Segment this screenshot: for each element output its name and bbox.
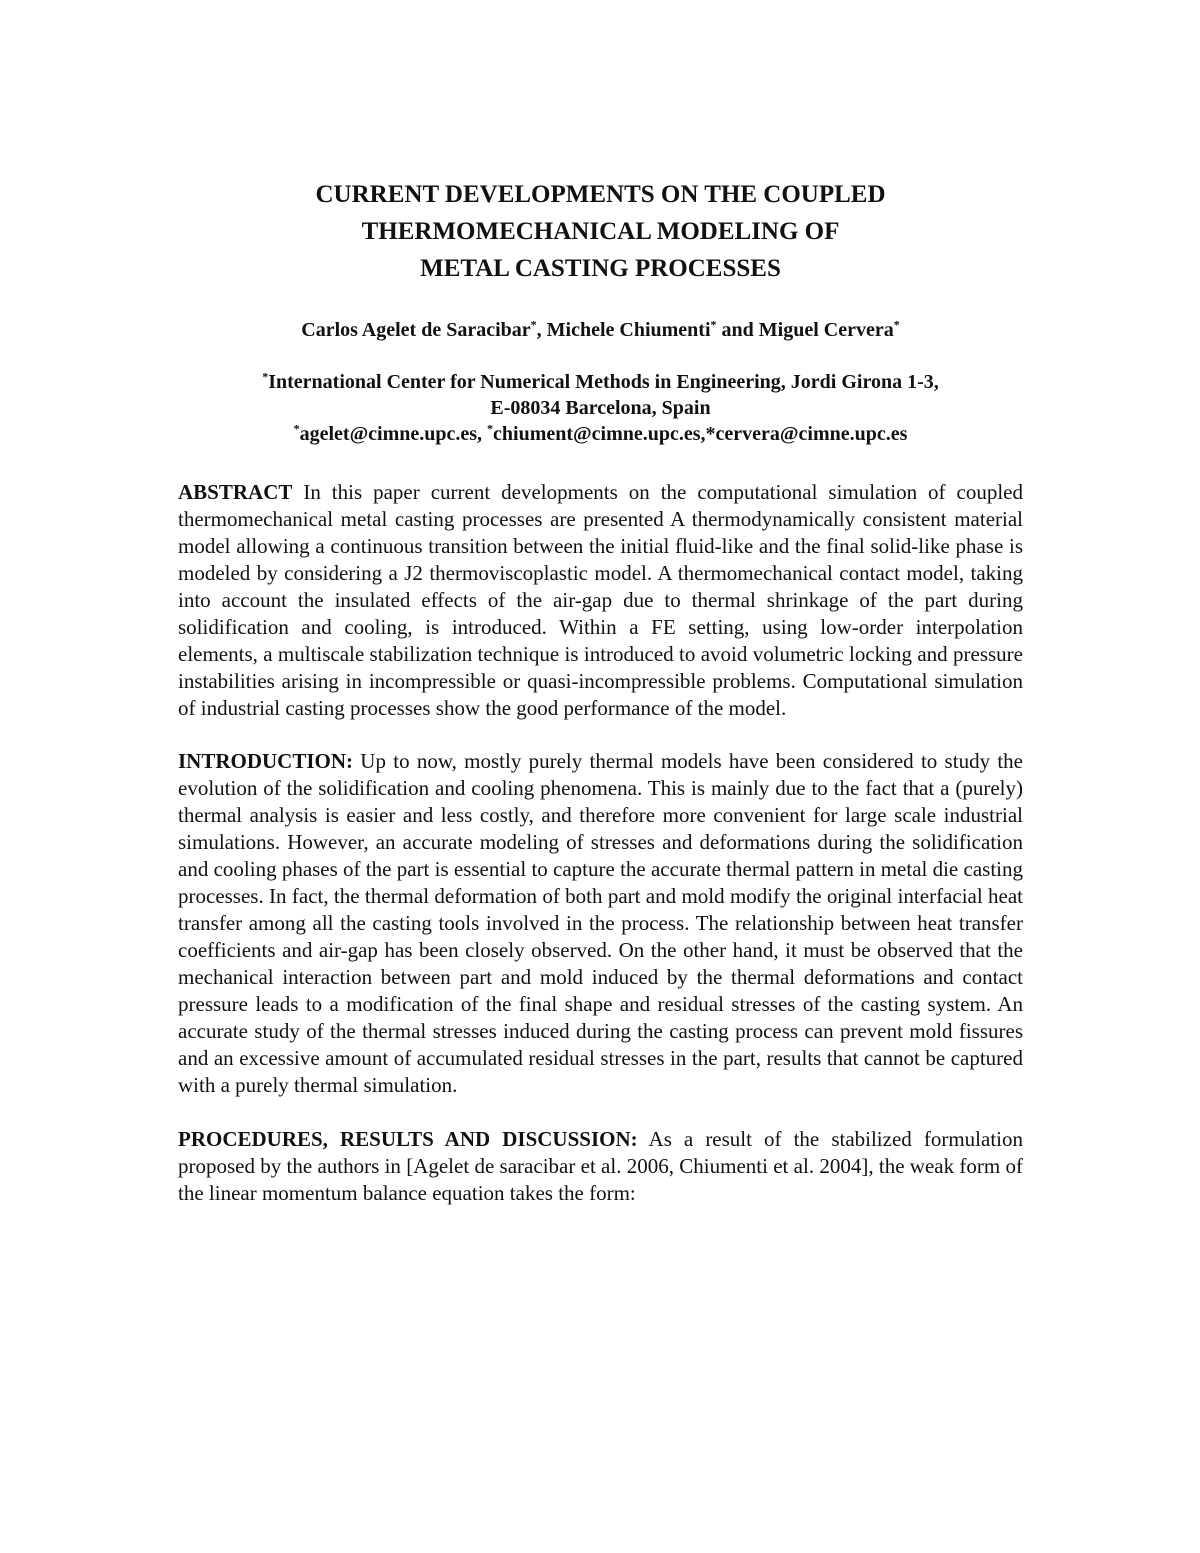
affiliation-block — [178, 369, 1023, 447]
author-list — [178, 316, 1023, 344]
author-1: Carlos Agelet de Saracibar — [301, 319, 531, 341]
author-3: Miguel Cervera — [758, 319, 894, 341]
introduction-heading: INTRODUCTION: — [178, 749, 354, 773]
affiliation-emails — [178, 421, 1023, 447]
abstract-paragraph — [178, 479, 1023, 722]
author-separator-1: , — [536, 319, 547, 341]
paper-title — [178, 176, 1023, 287]
affiliation-mark: * — [262, 369, 269, 384]
email-mark-1: * — [293, 421, 300, 436]
author-1-mark: * — [530, 317, 537, 332]
author-2: Michele Chiumenti — [546, 319, 711, 341]
introduction-paragraph — [178, 748, 1023, 1099]
procedures-paragraph — [178, 1126, 1023, 1207]
abstract-heading: ABSTRACT — [178, 480, 293, 504]
abstract-text: In this paper current developments on the computational simulation of coupled thermomechanical metal casting processes are presented A thermodynamically consistent material model allowing a continuous transition between the initial fluid-like and the final solid-like phase is modeled by considering a J2 thermoviscoplastic model. A thermomechanical contact model, taking into account the insulated effects of the air-gap due to thermal shrinkage of the part during solidification and cooling, is introduced. Within a FE setting, using low-order interpolation elements, a multiscale stabilization technique is introduced to avoid volumetric locking and pressure instabilities arising in incompressible or quasi-incompressible problems. Computational simulation of industrial casting processes show the good performance of the model. — [178, 480, 1023, 720]
affiliation-institution: International Center for Numerical Methods in Engineering, Jordi Girona 1-3, — [268, 371, 939, 393]
paper-page — [178, 176, 1023, 1207]
email-1: agelet@cimne.upc.es, — [299, 423, 488, 445]
email-mark-2: * — [487, 421, 494, 436]
author-3-mark: * — [893, 317, 900, 332]
title-line-2: THERMOMECHANICAL MODELING OF — [361, 218, 840, 245]
title-line-3: METAL CASTING PROCESSES — [420, 255, 781, 282]
author-separator-2: and — [716, 319, 759, 341]
title-line-1: CURRENT DEVELOPMENTS ON THE COUPLED — [315, 181, 886, 208]
email-2: chiument@cimne.upc.es,*cervera@cimne.upc.es — [493, 423, 908, 445]
procedures-heading: PROCEDURES, RESULTS AND DISCUSSION: — [178, 1127, 638, 1151]
introduction-text: Up to now, mostly purely thermal models have been considered to study the evolution of the solidification and cooling phenomena. This is mainly due to the fact that a (purely) thermal analysis is easier and less costly, and therefore more convenient for large scale industrial simulations. However, an accurate modeling of stresses and deformations during the solidification and cooling phases of the part is essential to capture the accurate thermal pattern in metal die casting processes. In fact, the thermal deformation of both part and mold modify the original interfacial heat transfer among all the casting tools involved in the process. The relationship between heat transfer coefficients and air-gap has been closely observed. On the other hand, it must be observed that the mechanical interaction between part and mold induced by the thermal deformations and contact pressure leads to a modification of the final shape and residual stresses of the casting system. An accurate study of the thermal stresses induced during the casting process can prevent mold fissures and an excessive amount of accumulated residual stresses in the part, results that cannot be captured with a purely thermal simulation. — [178, 749, 1023, 1097]
affiliation-line-1 — [178, 369, 1023, 395]
affiliation-line-2: E-08034 Barcelona, Spain — [490, 397, 711, 419]
procedures-text: As a result of the stabilized formulation proposed by the authors in [Agelet de saracibar et al. 2006, Chiumenti et al. 2004], the weak form of the linear momentum balance equation takes the form: — [178, 1127, 1023, 1205]
author-2-mark: * — [710, 317, 717, 332]
